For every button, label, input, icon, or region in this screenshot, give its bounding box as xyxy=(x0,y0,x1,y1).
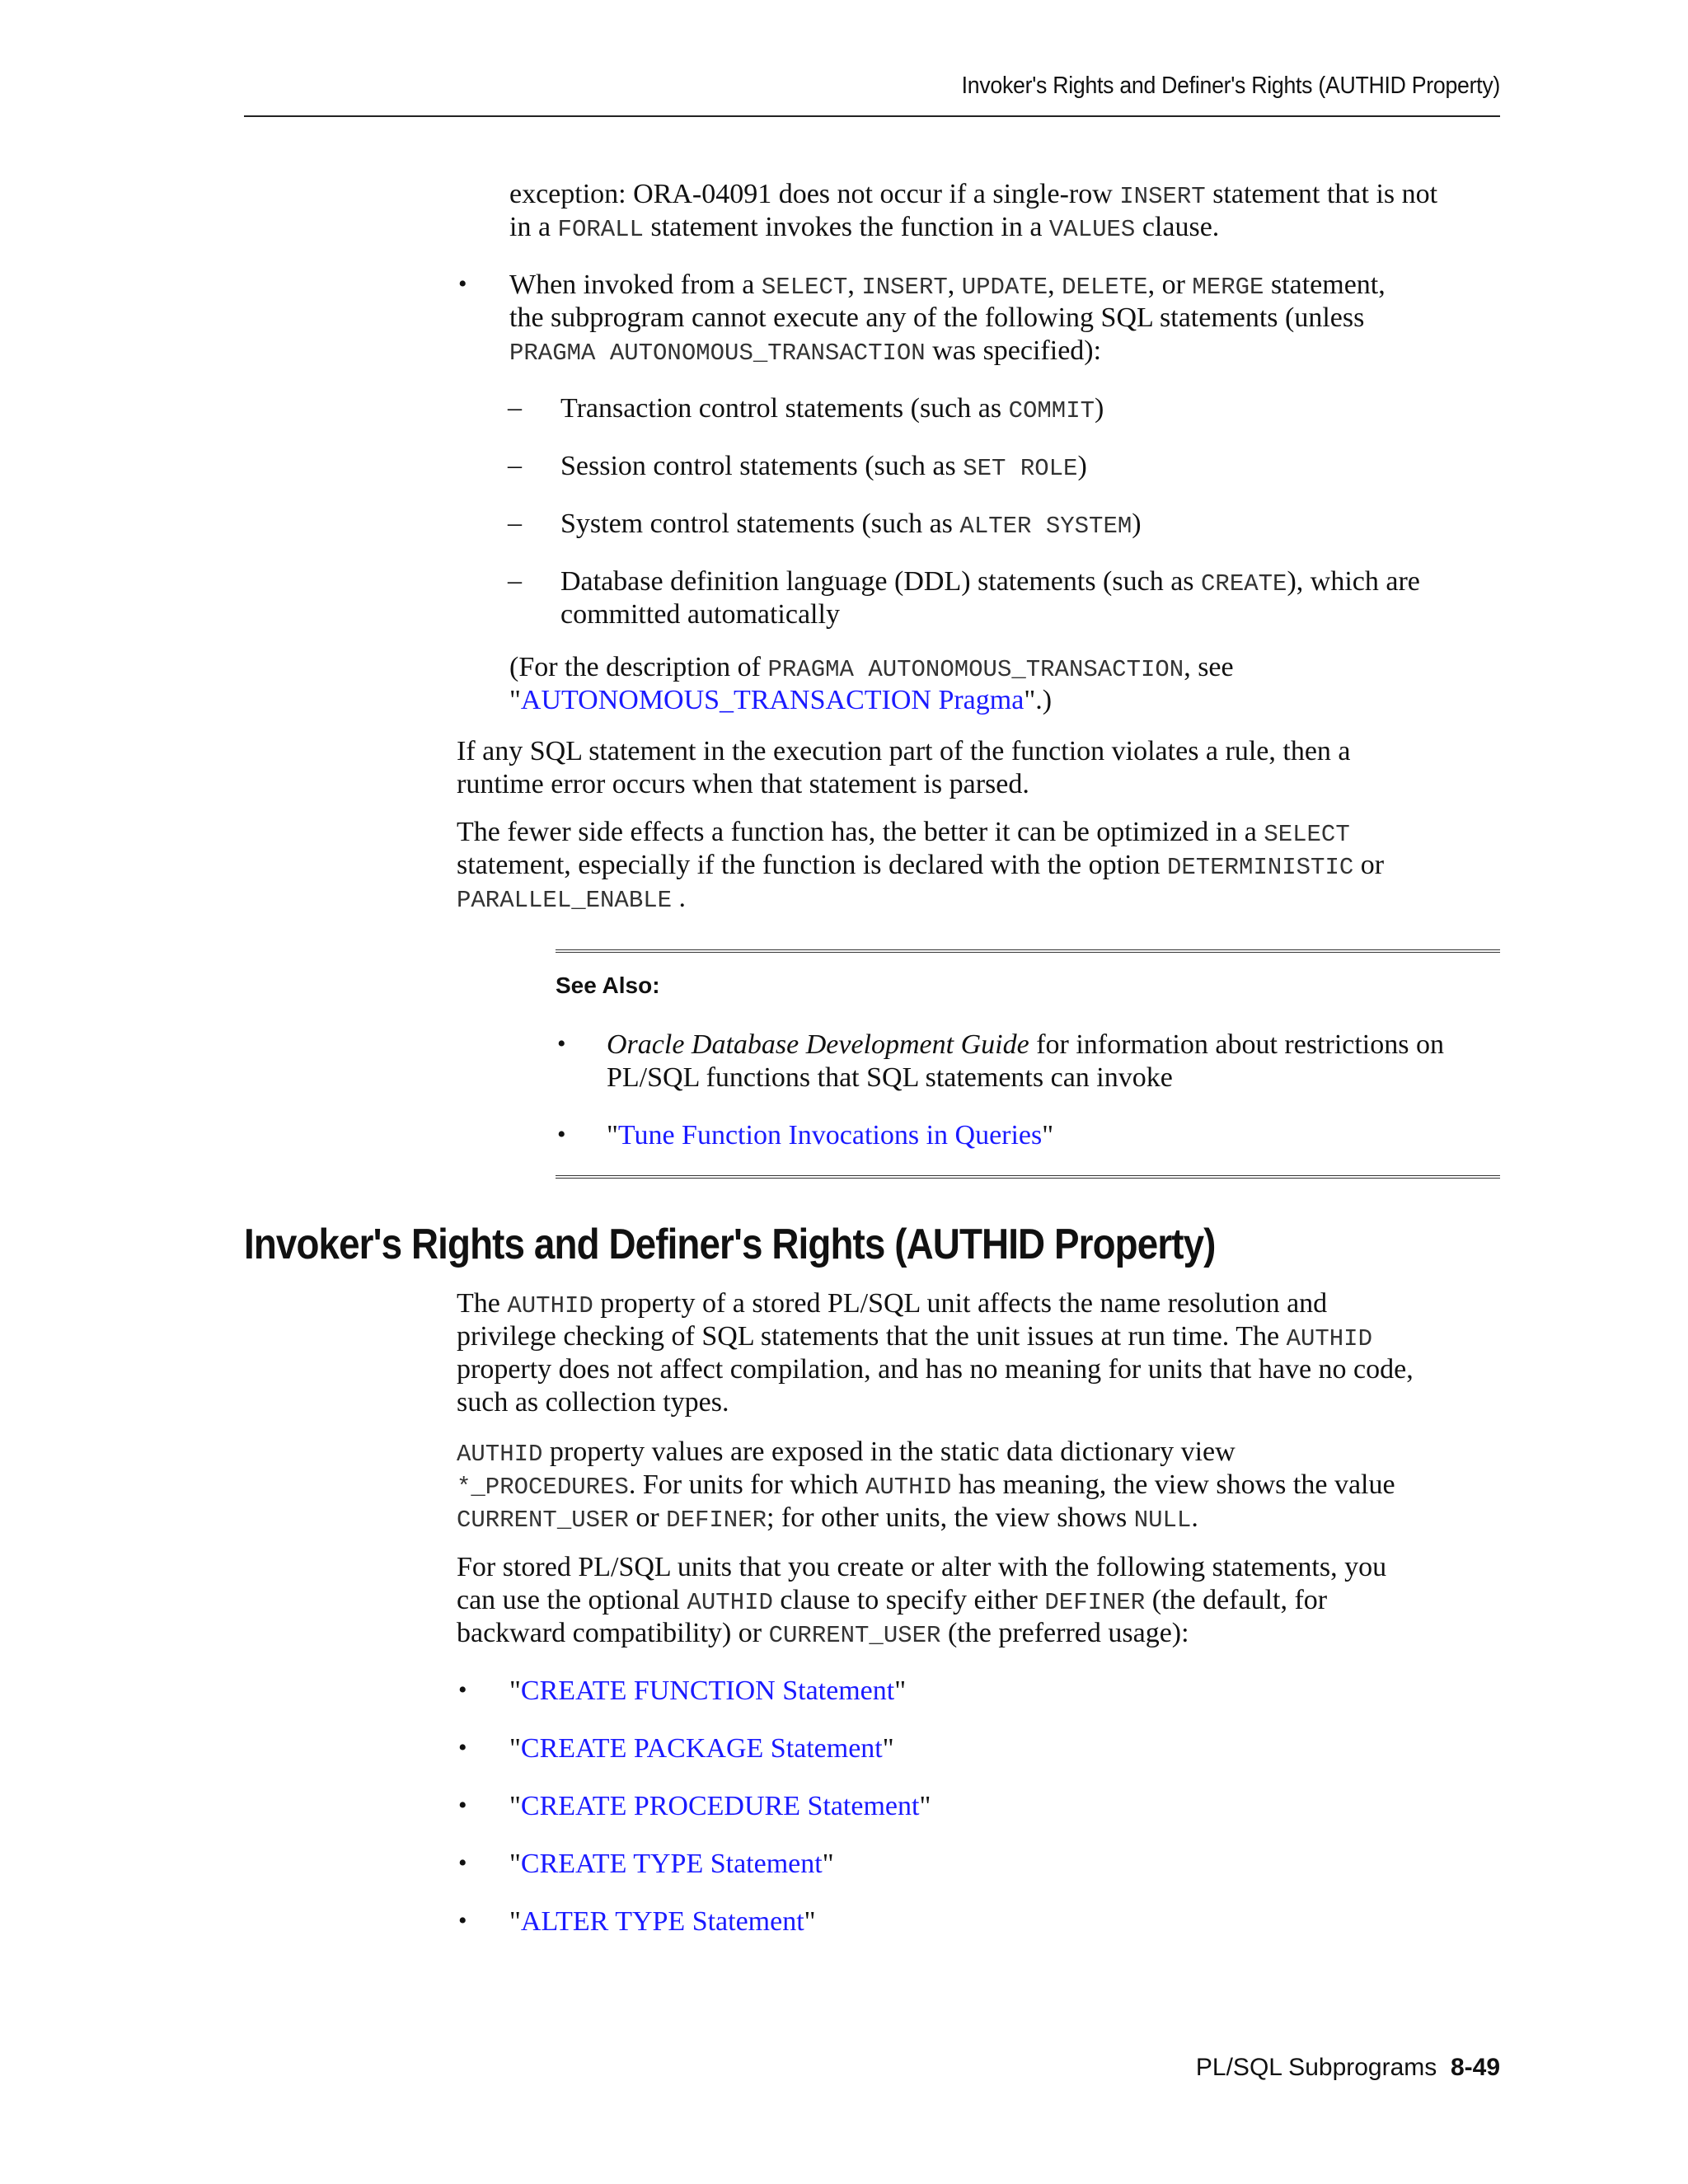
see-also-item-1 xyxy=(607,1029,1444,1062)
running-header: Invoker's Rights and Definer's Rights (AUTHID Property) xyxy=(961,73,1500,99)
code: MERGE xyxy=(1192,274,1264,301)
see-also-item-2 xyxy=(607,1119,1053,1152)
text: clause. xyxy=(1135,212,1220,242)
side-effects-line-2 xyxy=(457,849,1384,884)
create-package-statement-link[interactable]: CREATE PACKAGE Statement xyxy=(520,1733,883,1764)
text: " xyxy=(1042,1120,1054,1151)
text: , xyxy=(947,269,962,300)
text: " xyxy=(804,1906,816,1937)
dash-item xyxy=(560,450,1087,485)
dash-icon: – xyxy=(508,392,522,423)
code: INSERT xyxy=(1119,183,1206,210)
code: AUTHID xyxy=(687,1589,773,1616)
side-effects-line-1 xyxy=(457,816,1350,851)
text: , xyxy=(847,269,862,300)
para1-line-4: such as collection types. xyxy=(457,1387,729,1418)
text: statement invokes the function in a xyxy=(643,212,1049,242)
code: DELETE xyxy=(1062,274,1148,301)
text: ".) xyxy=(1024,685,1053,715)
create-procedure-statement-link[interactable]: CREATE PROCEDURE Statement xyxy=(520,1791,920,1821)
code: SELECT xyxy=(1264,821,1350,848)
guide-title: Oracle Database Development Guide xyxy=(607,1029,1029,1060)
text: can use the optional xyxy=(457,1585,687,1615)
see-also-top-rule xyxy=(556,949,1500,953)
dash-item-line-2: committed automatically xyxy=(560,599,840,630)
intro-line-2 xyxy=(509,211,1219,246)
page-number: 8-49 xyxy=(1450,2054,1500,2081)
text: . For units for which xyxy=(628,1469,865,1500)
dash-icon: – xyxy=(508,565,522,596)
violation-line-1: If any SQL statement in the execution part of the function violates a rule, then a xyxy=(457,736,1351,766)
statement-link-item xyxy=(509,1732,894,1765)
text: ) xyxy=(1095,393,1104,424)
text: When invoked from a xyxy=(509,269,762,300)
see-also-item-1-line-2: PL/SQL functions that SQL statements can invoke xyxy=(607,1062,1173,1093)
code: FORALL xyxy=(557,216,644,243)
violation-line-2: runtime error occurs when that statement is parsed. xyxy=(457,769,1029,799)
page-footer xyxy=(1196,2054,1500,2082)
text: or xyxy=(1353,850,1385,880)
text: " xyxy=(509,1733,521,1764)
code: COMMIT xyxy=(1008,397,1095,424)
bullet-icon: • xyxy=(557,1121,566,1148)
code: SET ROLE xyxy=(963,455,1078,482)
para2-line-2 xyxy=(457,1469,1395,1504)
para3-line-2 xyxy=(457,1584,1327,1619)
dash-item xyxy=(560,565,1420,601)
dash-item xyxy=(560,508,1142,543)
code: DEFINER xyxy=(666,1507,767,1534)
code: DETERMINISTIC xyxy=(1167,854,1354,881)
pragma-note-line-1 xyxy=(509,651,1234,687)
side-effects-line-3 xyxy=(457,882,686,917)
text: " xyxy=(822,1849,834,1879)
bullet-icon: • xyxy=(458,1676,467,1704)
code: ALTER SYSTEM xyxy=(959,513,1132,540)
para1-line-2 xyxy=(457,1320,1372,1356)
text: " xyxy=(509,1906,521,1937)
text: statement, especially if the function is declared with the option xyxy=(457,850,1168,880)
text: ) xyxy=(1077,451,1087,481)
code: SELECT xyxy=(761,274,848,301)
code: CURRENT_USER xyxy=(457,1507,629,1534)
code: AUTHID xyxy=(457,1441,543,1468)
code: CREATE xyxy=(1201,570,1287,598)
bullet-select-line-2: the subprogram cannot execute any of the following SQL statements (unless xyxy=(509,302,1365,333)
text: " xyxy=(607,1120,618,1151)
see-also-title: See Also: xyxy=(556,972,660,998)
section-heading: Invoker's Rights and Definer's Rights (AUTHID Property) xyxy=(244,1221,1216,1268)
bullet-icon: • xyxy=(458,1792,467,1819)
text: Transaction control statements (such as xyxy=(560,393,1009,424)
code: INSERT xyxy=(861,274,948,301)
text: ), which are xyxy=(1287,566,1420,597)
text: clause to specify either xyxy=(772,1585,1045,1615)
see-also-bottom-rule xyxy=(556,1175,1500,1179)
text: (the preferred usage): xyxy=(940,1618,1189,1648)
para2-line-3 xyxy=(457,1502,1198,1537)
code: PARALLEL_ENABLE xyxy=(457,887,673,914)
para1-line-1 xyxy=(457,1287,1327,1323)
text: statement that is not xyxy=(1205,179,1438,209)
text: for information about restrictions on xyxy=(1029,1029,1444,1060)
code: AUTHID xyxy=(507,1292,593,1319)
create-function-statement-link[interactable]: CREATE FUNCTION Statement xyxy=(520,1675,895,1706)
text: " xyxy=(882,1733,894,1764)
pragma-note-line-2 xyxy=(509,684,1052,717)
dash-icon: – xyxy=(508,450,522,480)
footer-chapter: PL/SQL Subprograms xyxy=(1195,2054,1437,2081)
para3-line-3 xyxy=(457,1617,1189,1652)
code: PRAGMA AUTONOMOUS_TRANSACTION xyxy=(767,656,1184,683)
text: Session control statements (such as xyxy=(560,451,964,481)
text: The fewer side effects a function has, the better it can be optimized in a xyxy=(457,817,1264,847)
bullet-select-line-1 xyxy=(509,269,1386,304)
code: NULL xyxy=(1133,1507,1192,1534)
bullet-icon: • xyxy=(557,1030,566,1057)
text: was specified): xyxy=(925,335,1102,366)
text: privilege checking of SQL statements that the unit issues at run time. The xyxy=(457,1321,1287,1352)
intro-line-1 xyxy=(509,178,1437,213)
text: System control statements (such as xyxy=(560,509,960,539)
bullet-icon: • xyxy=(458,1907,467,1934)
statement-link-item xyxy=(509,1790,931,1823)
code: *_PROCEDURES xyxy=(457,1474,629,1501)
statement-link-item xyxy=(509,1675,906,1708)
text: The xyxy=(457,1288,508,1319)
para3-line-1: For stored PL/SQL units that you create or alter with the following statements, you xyxy=(457,1552,1387,1582)
para2-line-1 xyxy=(457,1436,1236,1471)
statement-link-item xyxy=(509,1905,816,1938)
text: or xyxy=(628,1502,667,1533)
text: " xyxy=(509,685,521,715)
text: ) xyxy=(1132,509,1142,539)
text: " xyxy=(509,1675,521,1706)
text: property of a stored PL/SQL unit affects the name resolution and xyxy=(593,1288,1328,1319)
text: statement, xyxy=(1264,269,1386,300)
para1-line-3: property does not affect compilation, and has no meaning for units that have no code, xyxy=(457,1354,1414,1385)
code: UPDATE xyxy=(961,274,1048,301)
create-type-statement-link[interactable]: CREATE TYPE Statement xyxy=(520,1849,823,1879)
statement-link-item xyxy=(509,1848,834,1881)
text: . xyxy=(672,883,687,913)
bullet-icon: • xyxy=(458,270,467,298)
text: ; for other units, the view shows xyxy=(767,1502,1134,1533)
text: property values are exposed in the static data dictionary view xyxy=(542,1436,1236,1467)
text: (the default, for xyxy=(1145,1585,1328,1615)
text: in a xyxy=(509,212,558,242)
text: , or xyxy=(1147,269,1193,300)
text: " xyxy=(509,1791,521,1821)
code: PRAGMA AUTONOMOUS_TRANSACTION xyxy=(509,340,926,367)
autonomous-transaction-link[interactable]: AUTONOMOUS_TRANSACTION Pragma xyxy=(520,685,1025,715)
dash-item xyxy=(560,392,1104,428)
text: " xyxy=(894,1675,907,1706)
text: Database definition language (DDL) statements (such as xyxy=(560,566,1202,597)
header-rule xyxy=(244,115,1500,117)
bullet-icon: • xyxy=(458,1734,467,1761)
bullet-icon: • xyxy=(458,1849,467,1877)
code: CURRENT_USER xyxy=(768,1622,941,1649)
code: AUTHID xyxy=(1286,1325,1372,1352)
code: DEFINER xyxy=(1044,1589,1146,1616)
code: VALUES xyxy=(1048,216,1136,243)
tune-function-invocations-link[interactable]: Tune Function Invocations in Queries xyxy=(617,1120,1043,1151)
text: , see xyxy=(1184,652,1234,682)
alter-type-statement-link[interactable]: ALTER TYPE Statement xyxy=(520,1906,804,1937)
code: AUTHID xyxy=(865,1474,952,1501)
dash-icon: – xyxy=(508,508,522,538)
text: (For the description of xyxy=(509,652,768,682)
bullet-select-line-3 xyxy=(509,335,1101,370)
text: " xyxy=(919,1791,931,1821)
text: , xyxy=(1048,269,1062,300)
text: has meaning, the view shows the value xyxy=(951,1469,1395,1500)
text: " xyxy=(509,1849,521,1879)
text: backward compatibility) or xyxy=(457,1618,769,1648)
text: . xyxy=(1191,1502,1198,1533)
text: exception: ORA-04091 does not occur if a single-row xyxy=(509,179,1120,209)
